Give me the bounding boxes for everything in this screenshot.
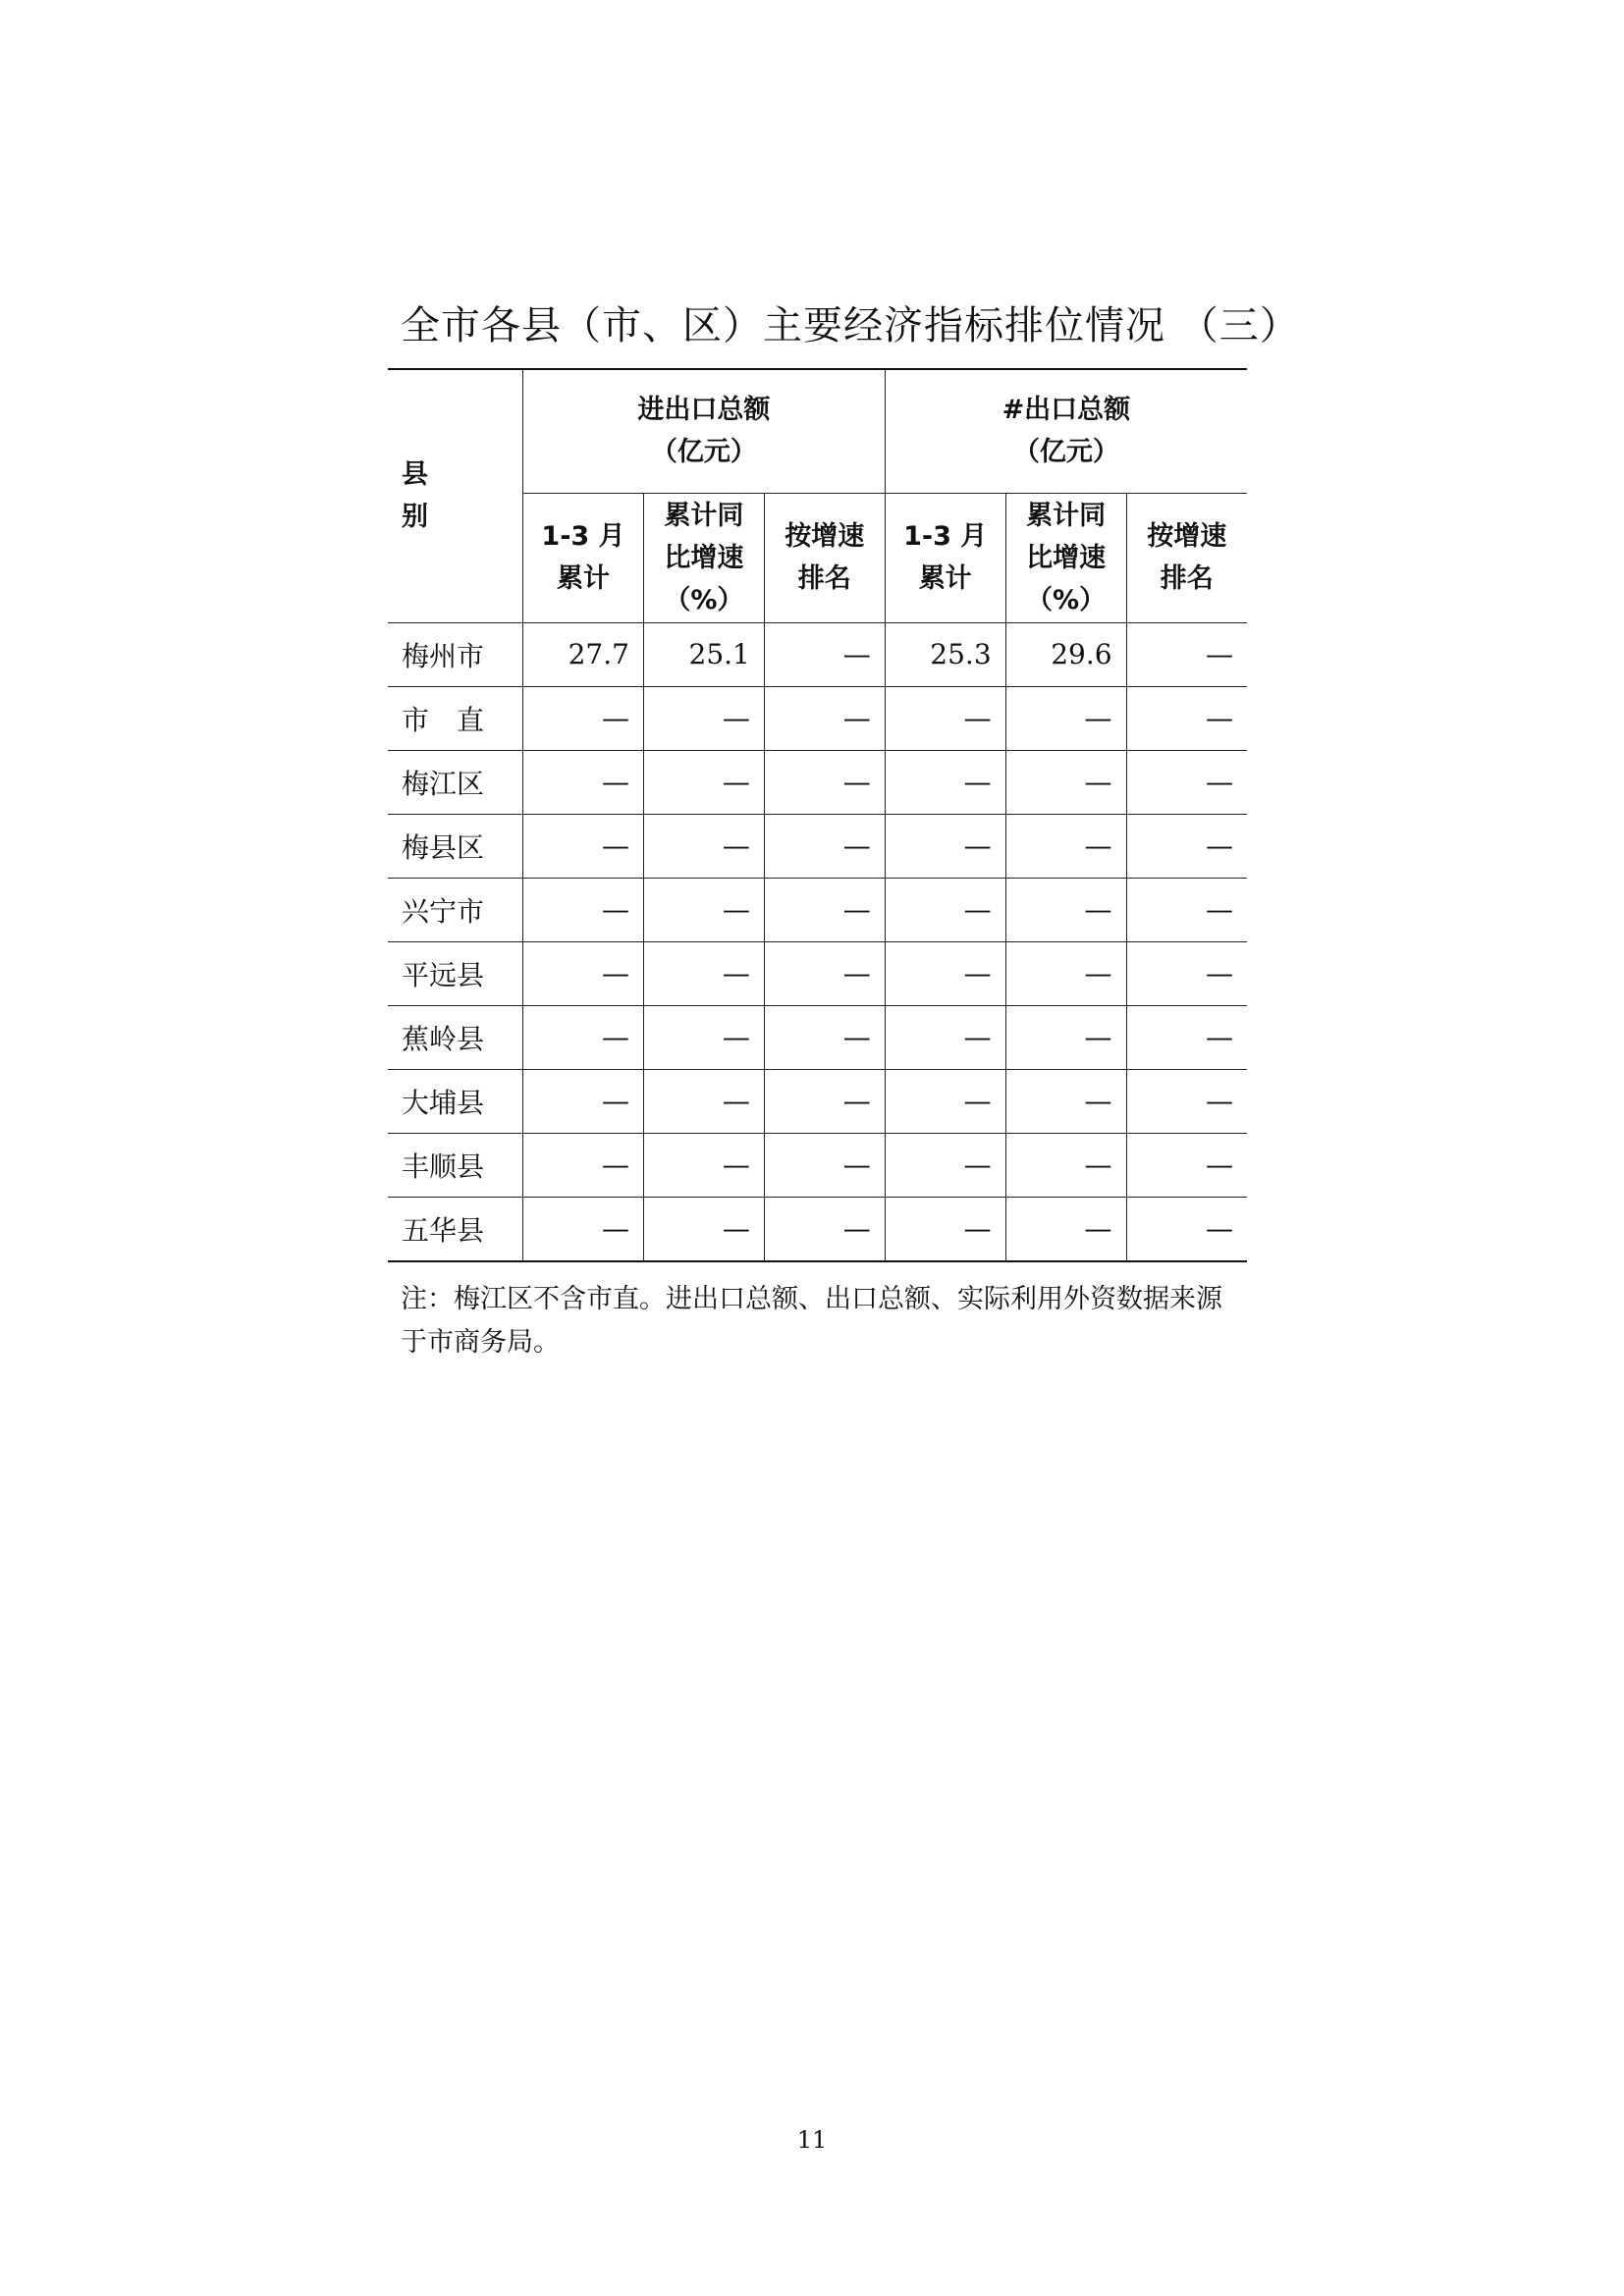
table-cell: —: [764, 622, 885, 686]
subheader-cumulative: 1-3 月 累计: [523, 493, 644, 622]
county-name: 五华县: [388, 1197, 523, 1261]
table-cell: —: [1126, 1005, 1247, 1069]
table-cell: —: [1126, 1197, 1247, 1261]
table-cell: —: [643, 1197, 764, 1261]
subheader-rank: 按增速 排名: [764, 493, 885, 622]
table-cell: —: [764, 750, 885, 814]
table-cell: —: [885, 686, 1005, 750]
table-footnote: 注：梅江区不含市直。进出口总额、出口总额、实际利用外资数据来源于市商务局。: [401, 1284, 1222, 1358]
table-cell: —: [1005, 941, 1126, 1005]
table-cell: —: [643, 750, 764, 814]
table-cell: —: [764, 1197, 885, 1261]
table-cell: 29.6: [1005, 622, 1126, 686]
indicator-table: [388, 368, 1247, 1262]
county-name: 平远县: [388, 941, 523, 1005]
table-cell: —: [523, 1005, 644, 1069]
table-cell: —: [643, 686, 764, 750]
table-cell: —: [885, 878, 1005, 941]
table-cell: —: [885, 1133, 1005, 1197]
table-cell: —: [523, 1197, 644, 1261]
table-cell: —: [643, 1005, 764, 1069]
import-export-header: 进出口总额 （亿元）: [523, 369, 886, 493]
table-cell: —: [643, 1069, 764, 1133]
table-cell: —: [1005, 1133, 1126, 1197]
table-row: [388, 686, 1247, 750]
table-cell: —: [885, 750, 1005, 814]
table-cell: —: [1126, 1133, 1247, 1197]
table-cell: —: [1126, 1069, 1247, 1133]
table-cell: —: [1005, 1197, 1126, 1261]
table-cell: —: [1126, 750, 1247, 814]
table-row: [388, 1005, 1247, 1069]
table-cell: —: [764, 941, 885, 1005]
table-cell: —: [885, 1197, 1005, 1261]
page-title: 全市各县（市、区）主要经济指标排位情况 （三）: [401, 303, 1300, 348]
table-cell: —: [764, 1133, 885, 1197]
table-cell: —: [1005, 1005, 1126, 1069]
table-cell: 27.7: [523, 622, 644, 686]
table-row: [388, 1197, 1247, 1261]
subheader-cumulative: 1-3 月 累计: [885, 493, 1005, 622]
table-cell: —: [885, 814, 1005, 878]
table-row: [388, 1133, 1247, 1197]
table-cell: —: [523, 814, 644, 878]
subheader-growth: 累计同 比增速 （%）: [643, 493, 764, 622]
subheader-growth: 累计同 比增速 （%）: [1005, 493, 1126, 622]
table-row: [388, 878, 1247, 941]
table-cell: —: [1126, 622, 1247, 686]
table-cell: —: [523, 750, 644, 814]
county-header: 县 别: [388, 369, 523, 622]
table-cell: —: [764, 1005, 885, 1069]
table-cell: —: [1126, 814, 1247, 878]
county-name: 市 直: [388, 686, 523, 750]
table-cell: —: [643, 878, 764, 941]
table-cell: —: [764, 814, 885, 878]
table-cell: —: [1005, 878, 1126, 941]
table-cell: —: [1005, 750, 1126, 814]
table-row: [388, 622, 1247, 686]
table-row: [388, 750, 1247, 814]
table-cell: —: [1126, 686, 1247, 750]
county-name: 梅州市: [388, 622, 523, 686]
table-cell: —: [764, 686, 885, 750]
table-cell: —: [643, 941, 764, 1005]
table-cell: 25.3: [885, 622, 1005, 686]
table-cell: —: [523, 941, 644, 1005]
table-cell: —: [1005, 686, 1126, 750]
table-cell: —: [1005, 1069, 1126, 1133]
table-row: [388, 814, 1247, 878]
county-name: 丰顺县: [388, 1133, 523, 1197]
county-name: 梅县区: [388, 814, 523, 878]
table-cell: —: [523, 1069, 644, 1133]
table-cell: —: [523, 878, 644, 941]
table-cell: —: [1126, 941, 1247, 1005]
table-cell: —: [764, 1069, 885, 1133]
county-name: 蕉岭县: [388, 1005, 523, 1069]
table-cell: —: [764, 878, 885, 941]
table-cell: —: [885, 1069, 1005, 1133]
table-cell: —: [643, 814, 764, 878]
table-cell: —: [1005, 814, 1126, 878]
subheader-rank: 按增速 排名: [1126, 493, 1247, 622]
county-name: 兴宁市: [388, 878, 523, 941]
table-cell: —: [885, 1005, 1005, 1069]
page-number: 11: [796, 2126, 828, 2154]
county-name: 梅江区: [388, 750, 523, 814]
county-name: 大埔县: [388, 1069, 523, 1133]
export-header: #出口总额 （亿元）: [885, 369, 1247, 493]
table-cell: —: [885, 941, 1005, 1005]
table-cell: —: [523, 1133, 644, 1197]
table-row: [388, 1069, 1247, 1133]
table-row: [388, 941, 1247, 1005]
table-cell: 25.1: [643, 622, 764, 686]
table-cell: —: [523, 686, 644, 750]
table-cell: —: [643, 1133, 764, 1197]
table-cell: —: [1126, 878, 1247, 941]
